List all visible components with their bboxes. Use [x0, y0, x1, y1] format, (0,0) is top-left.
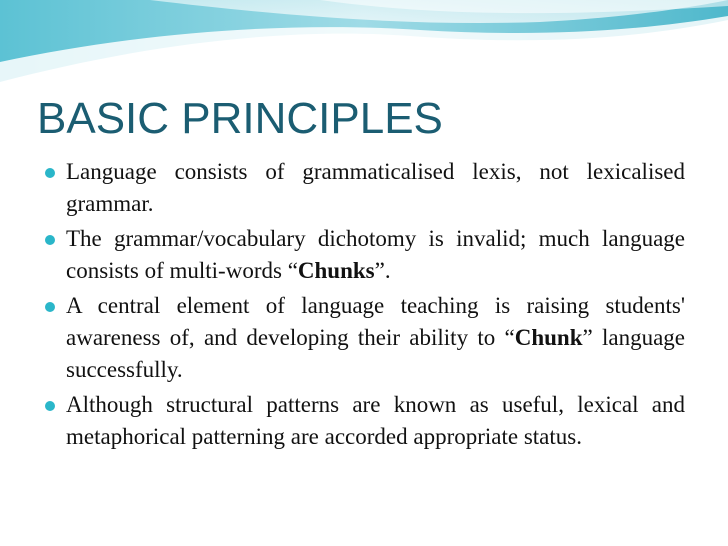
bullet-dot-icon	[45, 168, 55, 178]
bullet-dot-icon	[45, 235, 55, 245]
bullet-list	[66, 156, 685, 456]
bullet-item-3	[66, 290, 685, 386]
bullet-item-4	[66, 389, 685, 453]
bullet-text-end: ” language successfully.	[66, 325, 685, 382]
bullet-dot-icon	[45, 401, 55, 411]
bullet-text: Language consists of grammaticalised lexis, not lexicalised grammar.	[66, 159, 685, 216]
header-wave-decoration	[0, 0, 728, 90]
bullet-text: The grammar/vocabulary dichotomy is invalid; much language consists of multi-words “	[66, 226, 685, 283]
bullet-emphasis: Chunks	[297, 258, 375, 283]
bullet-emphasis: Chunk	[514, 325, 583, 350]
bullet-item-2	[66, 223, 685, 287]
bullet-dot-icon	[45, 302, 55, 312]
bullet-text-end: ”.	[374, 258, 391, 283]
bullet-text: A central element of language teaching is raising students' awareness of, and developing their ability to “	[66, 293, 685, 350]
bullet-text: Although structural patterns are known as useful, lexical and metaphorical patterning are accorded appropriate status.	[66, 392, 685, 449]
slide-title: BASIC PRINCIPLES	[37, 94, 443, 143]
bullet-item-1	[66, 156, 685, 220]
